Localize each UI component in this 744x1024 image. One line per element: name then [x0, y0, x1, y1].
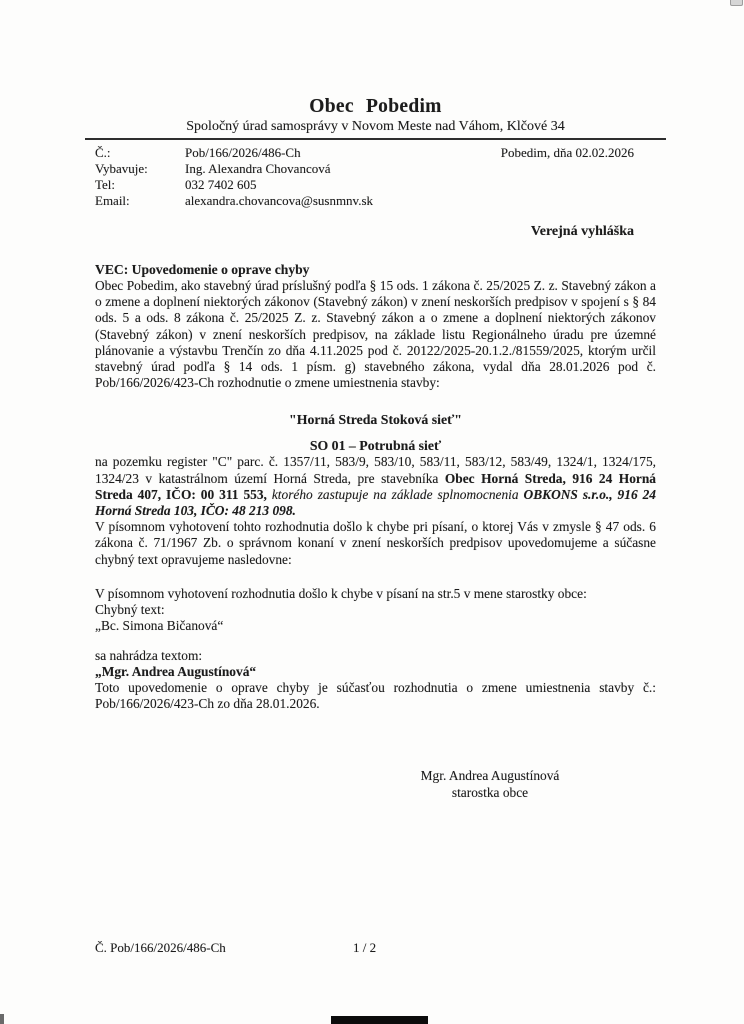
handler-name: Ing. Alexandra Chovancová [185, 161, 331, 176]
parcels-text: na pozemku register "C" parc. č. 1357/11, 583/9, 583/10, 583/11, 583/12, 583/49, 1324/1, 1324/175, 1324/23 v katastrálnom území Horná Streda, pre stavebníka [95, 454, 656, 486]
page-number: 1 / 2 [353, 940, 377, 955]
reference-number: Pob/166/2026/486-Ch [185, 145, 301, 160]
public-notice-heading: Verejná vyhláška [530, 224, 634, 239]
replacement-label: sa nahrádza textom: [95, 647, 203, 663]
scan-artifact-top-right [730, 0, 743, 6]
page-footer [95, 940, 656, 956]
scan-artifact-bottom-bar [331, 1016, 428, 1024]
replacement-value: „Mgr. Andrea Augustínová“ [95, 663, 257, 679]
email-label: Email: [95, 193, 130, 208]
phone-label: Tel: [95, 177, 116, 192]
meta-row-email [95, 193, 656, 209]
email-address: alexandra.chovancova@susnmnv.sk [185, 193, 374, 208]
signatory-name: Mgr. Andrea Augustínová [420, 768, 560, 784]
signature-block [330, 768, 650, 801]
builder-name: Obec Horná Streda, 916 24 Horná Streda 407, IČO: 00 311 553, [95, 470, 656, 502]
header-rule [85, 138, 666, 140]
representative-name: OBKONS s.r.o., 916 24 Horná Streda 103, IČO: 48 213 098. [95, 486, 656, 519]
phone-number: 032 7402 605 [185, 177, 257, 192]
correction-details [95, 586, 656, 680]
parties-paragraph [95, 454, 656, 519]
handler-label: Vybavuje: [95, 161, 148, 176]
place-and-date: Pobedim, dňa 02.02.2026 [500, 145, 634, 160]
closing-paragraph: Toto upovedomenie o oprave chyby je súčasťou rozhodnutia o zmene umiestnenia stavby č.: Pob/166/2026/423-Ch zo dňa 28.01.2026. [95, 679, 656, 712]
project-title: "Horná Streda Stoková sieť" [289, 412, 462, 428]
representation-text: ktorého zastupuje na základe splnomocnenia [271, 486, 524, 502]
authority-subtitle: Spoločný úrad samosprávy v Novom Meste nad Váhom, Klčové 34 [186, 119, 565, 134]
footer-reference: Č. Pob/166/2026/486-Ch [95, 940, 226, 955]
signatory-title: starostka obce [451, 784, 529, 800]
intro-paragraph: Obec Pobedim, ako stavebný úrad príslušný podľa § 15 ods. 1 zákona č. 25/2025 Z. z. Stavebný zákon a o zmene a doplnení niektorých zákonov (Stavebný zákon) v znení neskorších predpisov v spojení s § 84 ods. 5 a ods. 8 zákona č. 25/2025 Z. z. Stavebný zákon a o zmene a doplnení niektorých zákonov (Stavebný zákon) v znení neskorších predpisov, na základe listu Regionálneho úradu pre územné plánovanie a výstavbu Trenčín zo dňa 4.11.2025 pod č. 20122/2025-20.1.2./81559/2025, ktorým určil stavebný úrad podľa § 14 ods. 1 písm. g) stavebného zákona, vydal dňa 28.01.2026 pod č. Pob/166/2026/423-Ch rozhodnutie o zmene umiestnenia stavby: [95, 278, 656, 391]
error-location-line: V písomnom vyhotovení rozhodnutia došlo k chybe v písaní na str.5 v mene starostky obce: [95, 585, 587, 601]
authority-title: Obec Pobedim [309, 96, 442, 117]
wrong-text-label: Chybný text: [95, 601, 165, 617]
meta-row-phone [95, 177, 656, 193]
correction-intro-paragraph: V písomnom vyhotovení tohto rozhodnutia došlo k chybe pri písaní, o ktorej Vás v zmysle § 47 ods. 6 zákona č. 71/1967 Zb. o správnom konaní v znení neskorších predpisov upovedomujeme a súčasne chybný text opravujeme nasledovne: [95, 519, 656, 567]
scan-artifact-bottom-left [0, 1014, 4, 1024]
subject-line: VEC: Upovedomenie o oprave chyby [95, 262, 310, 277]
wrong-text-value: „Bc. Simona Bičanová“ [95, 617, 224, 633]
reference-label: Č.: [95, 145, 111, 160]
meta-row-handler [95, 161, 656, 177]
project-object: SO 01 – Potrubná sieť [309, 438, 442, 454]
letter-meta [95, 145, 656, 209]
